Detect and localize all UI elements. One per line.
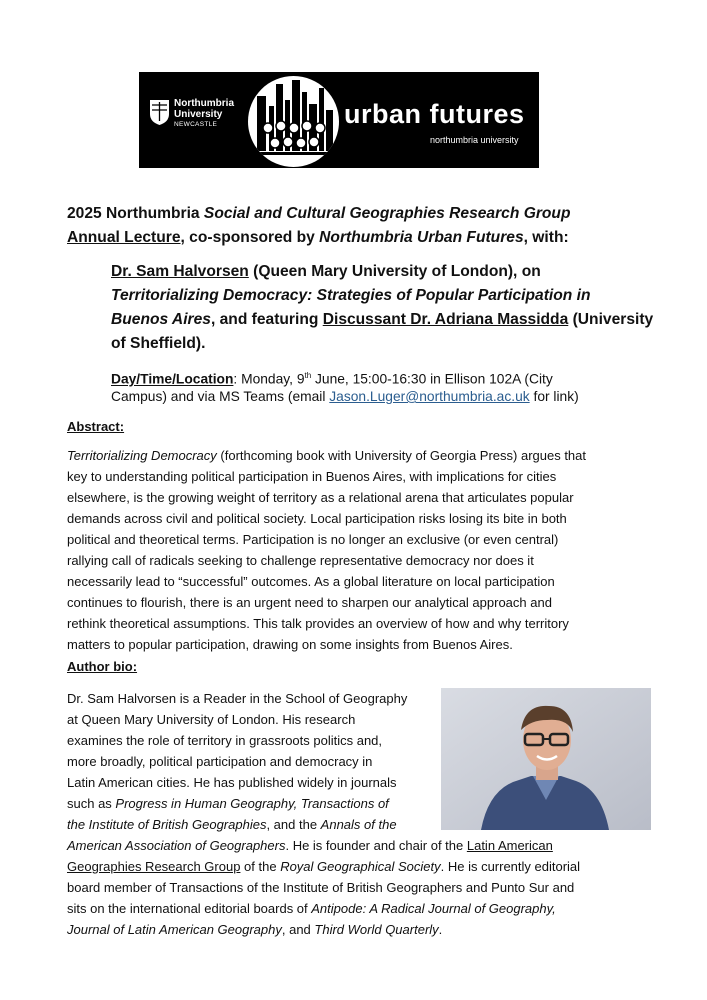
bio-heading: Author bio: <box>67 659 138 674</box>
university-campus: NEWCASTLE <box>174 121 218 128</box>
event-details: Campus) and via MS Teams (email Jason.Luger@northumbria.ac.uk for link) <box>111 389 579 404</box>
speaker-line: Buenos Aires, and featuring Discussant Dr. Adriana Massidda (University <box>111 311 654 328</box>
heading-line: 2025 Northumbria Social and Cultural Geographies Research Group <box>67 205 571 222</box>
speaker-name: Dr. Sam Halvorsen <box>111 263 249 280</box>
heading-line: Annual Lecture, co-sponsored by Northumbria Urban Futures, with: <box>67 229 569 246</box>
event-label: Day/Time/Location <box>111 371 234 387</box>
brand-subtitle: northumbria university <box>430 135 519 145</box>
contact-email-link[interactable]: Jason.Luger@northumbria.ac.uk <box>329 389 530 404</box>
abstract-body: Territorializing Democracy (forthcoming book with University of Georgia Press) argues that key to understanding political participation in Buenos Aires, with implications for cities elsewhere, is the growing weight of territory as a relational arena that articulates popular demands across civil and political society. Local participation risks losing its bite in both political and theoretical terms. Participation is no longer an exclusive (or even central) rallying call of radicals seeking to challenge representative democracy nor does it necessarily lead to “successful” outcomes. As a global literature on local participation continues to flourish, there is an urgent need to sharpen our analytical approach and rethink theoretical assumptions. This talk provides an overview of how and why territory matters to popular participation, drawing on some insights from Buenos Aires. <box>67 448 587 652</box>
speaker-line: of Sheffield). <box>111 335 206 352</box>
speaker-photo <box>441 688 651 830</box>
university-name: Northumbria University <box>174 98 234 120</box>
bio-body: Dr. Sam Halvorsen is a Reader in the School of Geography at Queen Mary University of London. His research examines the role of territory in grassroots politics and, more broadly, political participation and democracy in Latin American cities. He has published widely in journals such as Progress in Human Geography, Transactions of the Institute of British Geographies, and the Annals of the American Association of Geographers. He is founder and chair of the Latin American Geographies Research Group of the Royal Geographical Society. He is currently editorial board member of Transactions of the Institute of British Geographers and Punto Sur and sits on the international editorial boards of Antipode: A Radical Journal of Geography, Journal of Latin American Geography, and Third World Quarterly. <box>67 691 581 937</box>
discussant-name: Discussant Dr. Adriana Massidda <box>322 311 569 328</box>
brand-title: urban futures <box>344 99 525 129</box>
urban-futures-logo-icon <box>248 76 339 167</box>
university-crest-icon <box>149 99 170 126</box>
abstract-heading: Abstract: <box>67 419 125 434</box>
urban-futures-banner <box>139 72 539 168</box>
talk-title: Territorializing Democracy: Strategies of Popular Participation in <box>111 287 591 304</box>
event-details: Day/Time/Location: Monday, 9th June, 15:00-16:30 in Ellison 102A (City <box>111 371 553 387</box>
speaker-line: Dr. Sam Halvorsen (Queen Mary University of London), on <box>111 263 541 280</box>
